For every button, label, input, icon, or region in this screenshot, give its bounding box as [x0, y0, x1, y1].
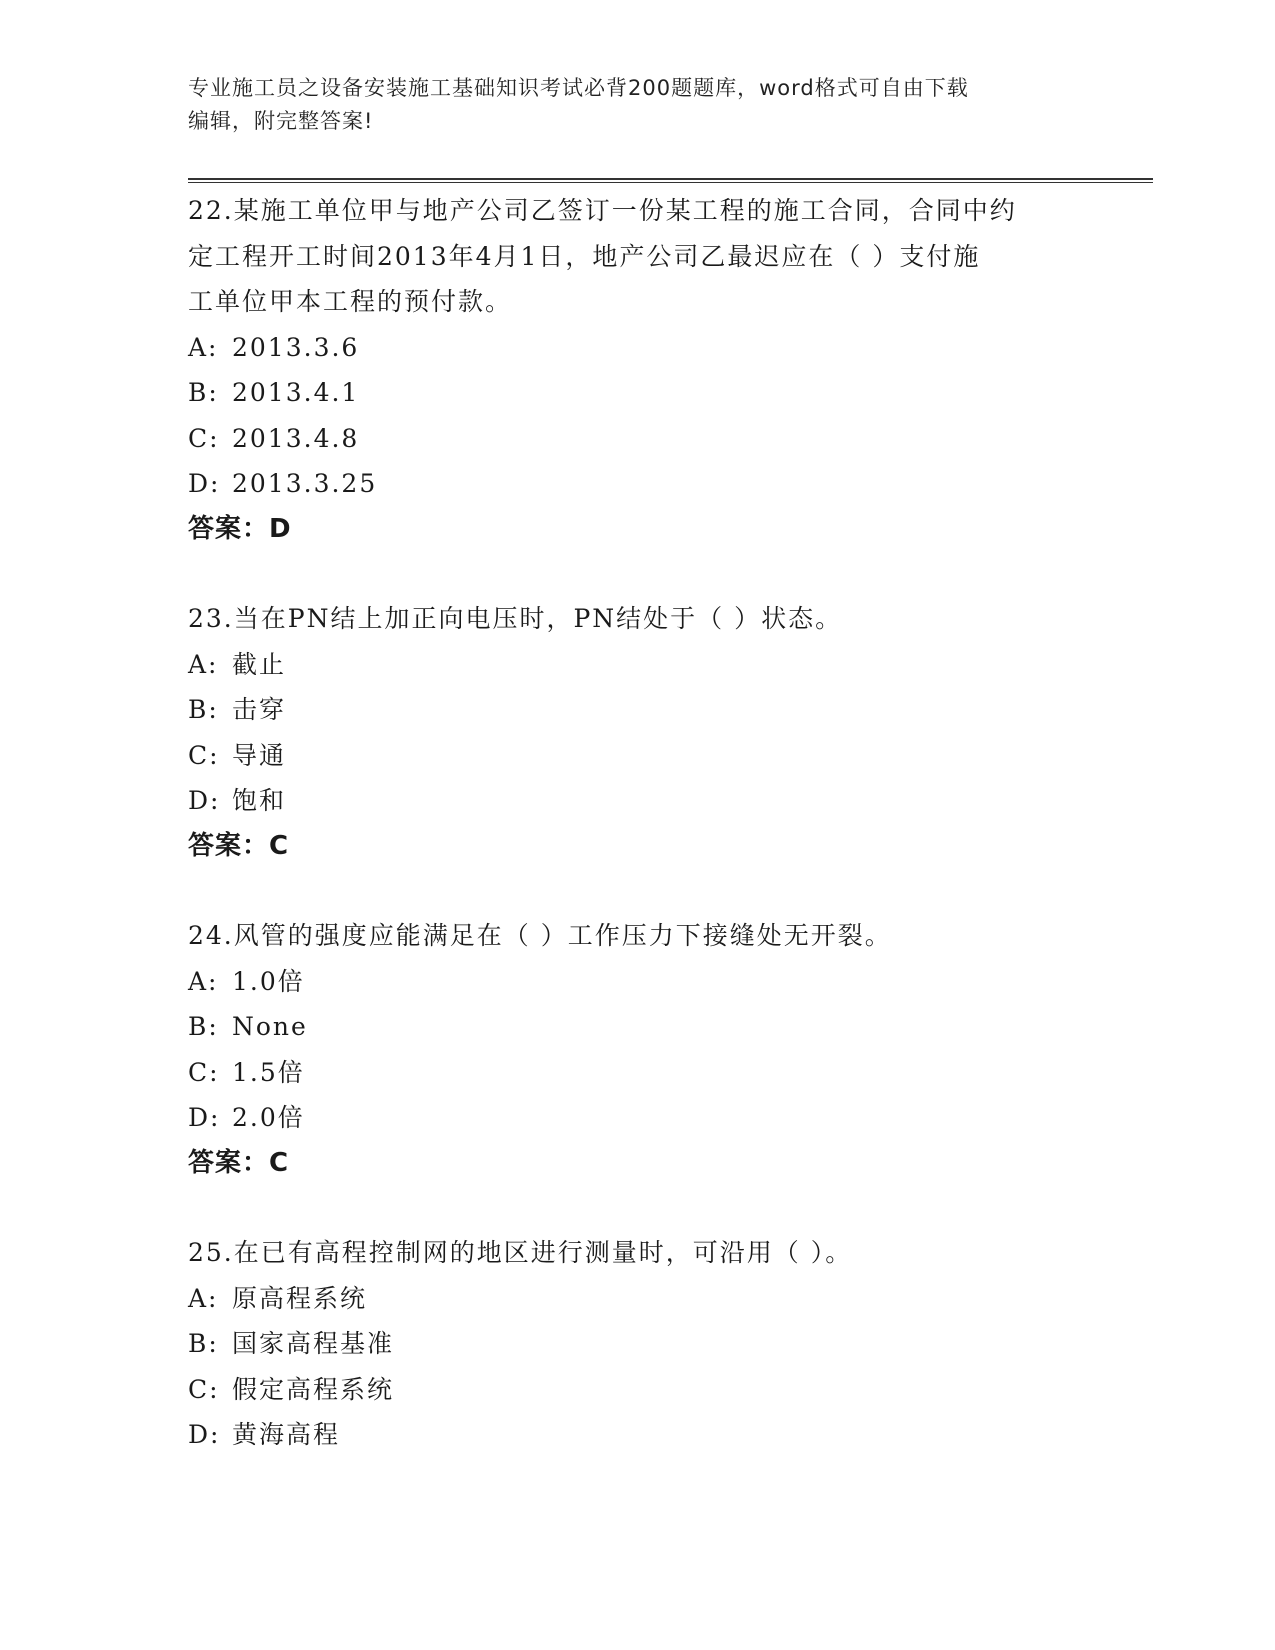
header-double-rule: [188, 178, 1153, 183]
option-d: [188, 778, 1088, 824]
option-letter: C:: [188, 1057, 220, 1087]
option-text: 1.0倍: [232, 966, 305, 996]
option-d: [188, 1412, 1088, 1458]
stem-line: 工单位甲本工程的预付款。: [188, 287, 513, 316]
option-letter: D:: [188, 786, 221, 815]
option-text: 国家高程基准: [232, 1329, 395, 1358]
option-d: [188, 1095, 1088, 1141]
page-header: [188, 72, 1088, 138]
option-text: 2013.4.1: [232, 378, 360, 407]
option-letter: A:: [188, 649, 219, 679]
stem-line: 定工程开工时间2013年4月1日，地产公司乙最迟应在（ ）支付施: [188, 241, 981, 271]
option-text: 2013.3.25: [232, 469, 378, 498]
option-list: [188, 642, 1088, 824]
option-b: [188, 1004, 1088, 1050]
option-letter: B:: [188, 695, 219, 724]
stem-line: 22.某施工单位甲与地产公司乙签订一份某工程的施工合同，合同中约: [188, 196, 1017, 225]
option-b: [188, 687, 1088, 733]
question-24: [188, 913, 1088, 1186]
option-text: 2013.3.6: [232, 332, 360, 362]
option-letter: D:: [188, 1103, 221, 1132]
option-c: [188, 1050, 1088, 1096]
option-letter: B:: [188, 1329, 219, 1358]
option-text: 击穿: [232, 695, 287, 724]
option-a: [188, 959, 1088, 1005]
option-text: 原高程系统: [232, 1283, 368, 1313]
option-text: None: [232, 1012, 308, 1041]
question-stem: [188, 596, 1088, 642]
question-stem: [188, 188, 1088, 325]
question-25: [188, 1230, 1088, 1458]
option-letter: D:: [188, 469, 221, 498]
option-a: [188, 1276, 1088, 1322]
question-stem: [188, 913, 1088, 959]
header-line-2: 编辑，附完整答案!: [188, 109, 374, 133]
option-list: [188, 959, 1088, 1141]
option-text: 黄海高程: [232, 1420, 341, 1449]
option-text: 截止: [232, 649, 287, 679]
option-letter: C:: [188, 740, 220, 770]
option-letter: A:: [188, 1283, 219, 1313]
option-text: 2013.4.8: [232, 423, 360, 453]
option-letter: B:: [188, 378, 219, 407]
option-b: [188, 370, 1088, 416]
option-letter: C:: [188, 1374, 220, 1404]
question-stem: [188, 1230, 1088, 1276]
option-text: 假定高程系统: [232, 1374, 395, 1404]
option-c: [188, 1367, 1088, 1413]
option-text: 2.0倍: [232, 1103, 305, 1132]
answer-line: 答案：D: [188, 513, 292, 544]
option-a: [188, 325, 1088, 371]
answer-line: 答案：C: [188, 1147, 290, 1178]
option-letter: A:: [188, 966, 219, 996]
stem-line: 23.当在PN结上加正向电压时，PN结处于（ ）状态。: [188, 604, 843, 633]
question-23: [188, 596, 1088, 869]
option-text: 饱和: [232, 786, 287, 815]
option-a: [188, 642, 1088, 688]
option-c: [188, 416, 1088, 462]
option-d: [188, 461, 1088, 507]
option-letter: D:: [188, 1420, 221, 1449]
option-b: [188, 1321, 1088, 1367]
header-line-1: 专业施工员之设备安装施工基础知识考试必背200题题库，word格式可自由下载: [188, 76, 969, 100]
stem-line: 25.在已有高程控制网的地区进行测量时，可沿用（ ）。: [188, 1238, 853, 1267]
option-letter: B:: [188, 1012, 219, 1041]
question-list: [188, 188, 1088, 1458]
option-text: 导通: [232, 740, 287, 770]
option-letter: C:: [188, 423, 220, 453]
answer-line: 答案：C: [188, 830, 290, 861]
option-letter: A:: [188, 332, 219, 362]
option-text: 1.5倍: [232, 1057, 305, 1087]
stem-line: 24.风管的强度应能满足在（ ）工作压力下接缝处无开裂。: [188, 921, 892, 950]
question-22: [188, 188, 1088, 552]
option-c: [188, 733, 1088, 779]
option-list: [188, 325, 1088, 507]
option-list: [188, 1276, 1088, 1458]
